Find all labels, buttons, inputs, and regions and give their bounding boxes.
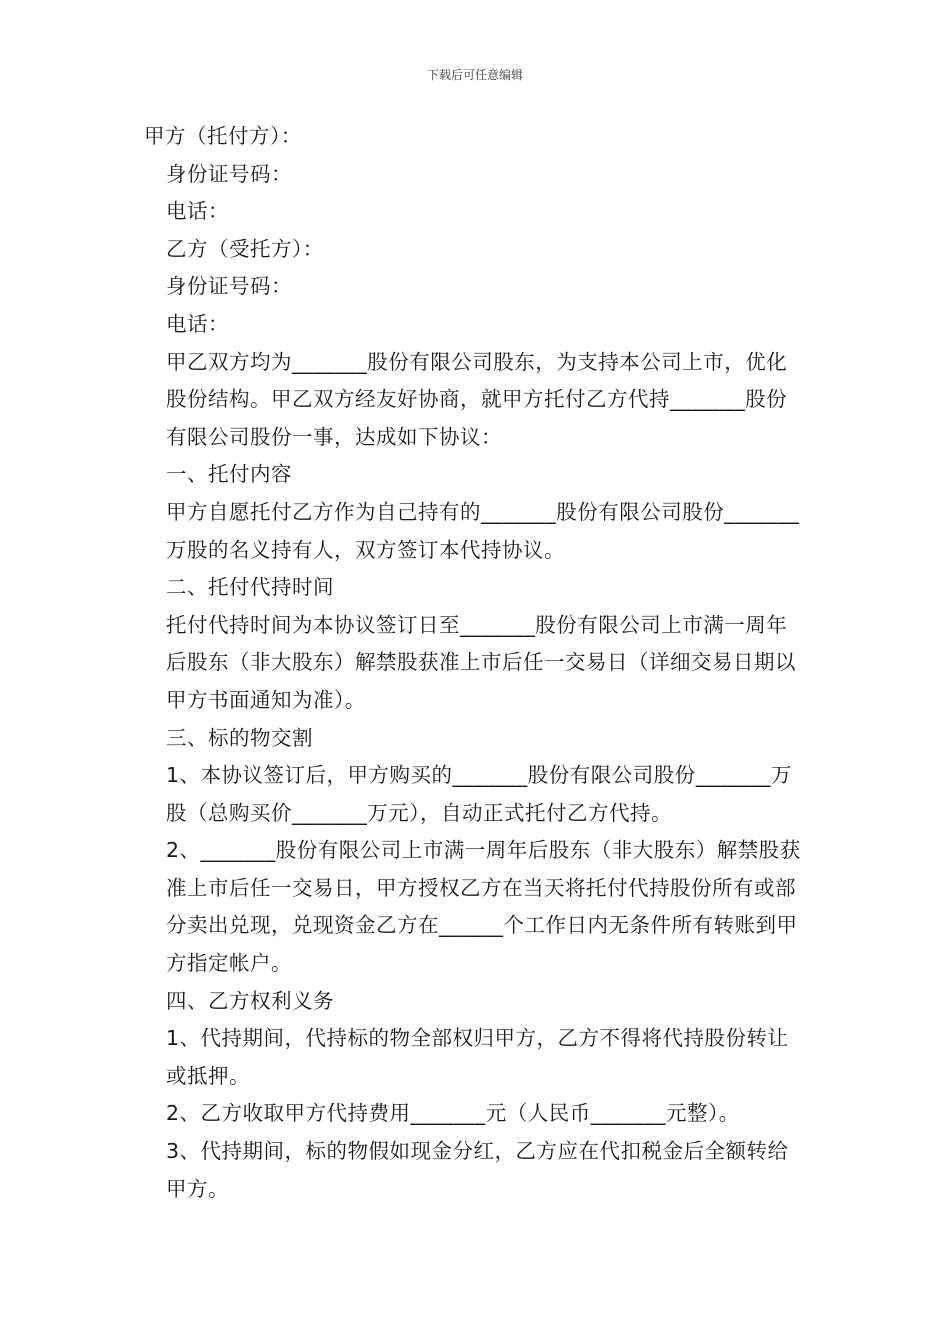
section-3-item-1: 1、本协议签订后，甲方购买的_______股份有限公司股份_______万股（总购买价_______万元），自动正式托付乙方代持。 [166,763,793,825]
section-heading-3: 三、标的物交割 [166,725,313,750]
preamble-paragraph: 甲乙双方均为_______股份有限公司股东，为支持本公司上市，优化股份结构。甲乙双方经友好协商，就甲方托付乙方代持_______股份有限公司股份一事，达成如下协议： [166,349,788,449]
section-4-item-2: 2、乙方收取甲方代持费用_______元（人民币_______元整）。 [166,1101,740,1126]
section-heading-1: 一、托付内容 [166,462,292,487]
section-heading-4: 四、乙方权利义务 [166,988,334,1013]
section-1-paragraph: 甲方自愿托付乙方作为自己持有的_______股份有限公司股份_______万股的名义持有人，双方签订本代持协议。 [166,499,800,562]
party-a-phone: 电话： [166,199,229,224]
section-2-paragraph: 托付代持时间为本协议签订日至_______股份有限公司上市满一周年后股东（非大股东）解禁股获准上市后任一交易日（详细交易日期以甲方书面通知为准）。 [166,612,796,712]
agreement-body [144,118,808,1208]
section-heading-2: 二、托付代持时间 [166,575,334,600]
party-a-id-number: 身份证号码： [166,161,292,186]
page-header-note: 下载后可任意编辑 [426,68,523,82]
party-b-label: 乙方（受托方）： [166,236,324,261]
section-3-item-2: 2、_______股份有限公司上市满一周年后股东（非大股东）解禁股获准上市后任一交易日，甲方授权乙方在当天将托付代持股份所有或部分卖出兑现，兑现资金乙方在______个工作日内无条件所有转账到甲方指定帐户。 [166,838,801,976]
party-b-phone: 电话： [166,311,229,336]
section-4-item-3: 3、代持期间，标的物假如现金分红，乙方应在代扣税金后全额转给甲方。 [166,1139,789,1201]
party-a-label: 甲方（托付方）： [144,124,302,148]
section-4-item-1: 1、代持期间，代持标的物全部权归甲方，乙方不得将代持股份转让或抵押。 [166,1026,789,1088]
party-b-id-number: 身份证号码： [166,274,292,299]
